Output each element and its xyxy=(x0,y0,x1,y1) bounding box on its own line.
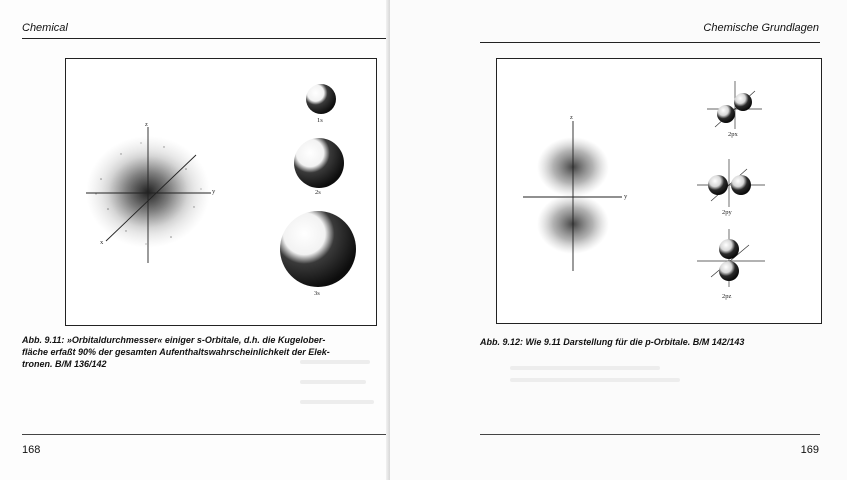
orbital-label-1s: 1s xyxy=(317,117,323,124)
axis-label-z: z xyxy=(145,121,148,128)
figure-p-orbitals xyxy=(496,58,822,324)
orbital-label-3s: 3s xyxy=(314,290,320,297)
orbital-1s-sphere xyxy=(306,84,336,114)
bleed-through-text xyxy=(510,366,660,370)
caption-line: fläche erfaßt 90% der gesamten Aufenthaltswahrscheinlichkeit der Elek- xyxy=(22,347,330,357)
orbital-label-2pz: 2pz xyxy=(722,293,732,300)
orbital-2px-diagram xyxy=(707,81,762,129)
axis-label-z: z xyxy=(570,114,573,121)
caption-line: tronen. B/M 136/142 xyxy=(22,359,107,369)
figure-s-orbitals xyxy=(65,58,377,326)
orbital-label-2py: 2py xyxy=(722,209,732,216)
orbital-label-2px: 2px xyxy=(728,131,738,138)
bleed-through-text xyxy=(300,380,366,384)
running-head: Chemical xyxy=(22,22,68,34)
axis-label-y: y xyxy=(212,188,216,195)
caption-line: Abb. 9.12: Wie 9.11 Darstellung für die p-Orbitale. B/M 142/143 xyxy=(480,337,745,347)
figure-caption xyxy=(22,334,386,370)
page-number: 168 xyxy=(22,444,41,456)
orbital-2s-sphere xyxy=(294,138,344,188)
running-head: Chemische Grundlagen xyxy=(703,22,819,34)
left-page xyxy=(0,0,390,480)
header-rule xyxy=(22,38,386,39)
caption-line: Abb. 9.11: »Orbitaldurchmesser« einiger s-Orbitale, d.h. die Kugelober- xyxy=(22,335,326,345)
orbital-2pz-diagram xyxy=(697,229,765,287)
bleed-through-text xyxy=(510,378,680,382)
axis-label-x: x xyxy=(100,239,104,246)
s-orbital-illustration xyxy=(66,59,376,325)
p-orbital-illustration xyxy=(497,59,821,323)
bleed-through-text xyxy=(300,400,374,404)
page-number: 169 xyxy=(800,444,819,456)
figure-caption xyxy=(480,336,820,348)
footer-rule xyxy=(22,434,386,435)
footer-rule xyxy=(480,434,820,435)
orbital-label-2s: 2s xyxy=(315,189,321,196)
orbital-3s-sphere xyxy=(280,211,356,287)
header-rule xyxy=(480,42,820,43)
orbital-2py-diagram xyxy=(697,159,765,207)
right-page xyxy=(390,0,847,480)
axis-label-y: y xyxy=(624,193,628,200)
